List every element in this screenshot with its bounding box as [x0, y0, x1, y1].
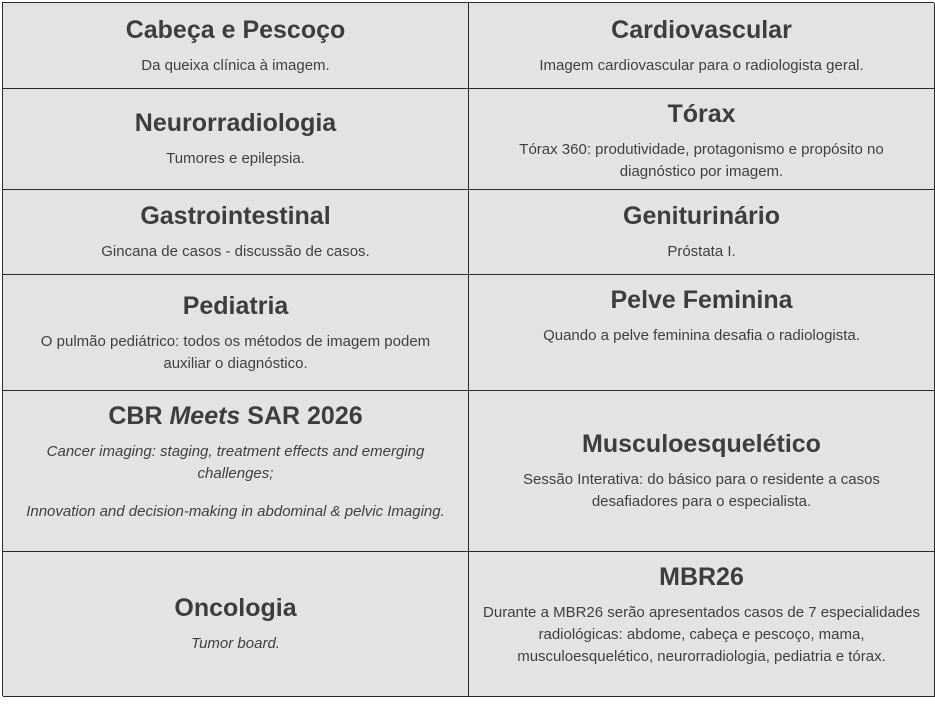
session-title: Neurorradiologia	[134, 109, 337, 137]
session-cell-cbr-meets-sar	[3, 391, 469, 552]
session-cell-geniturinario	[469, 190, 935, 275]
session-description: Innovation and decision-making in abdominal & pelvic Imaging.	[26, 503, 445, 520]
session-description: O pulmão pediátrico: todos os métodos de imagem podem auxiliar o diagnóstico.	[40, 332, 431, 372]
session-description: Cancer imaging: staging, treatment effects and emerging challenges;	[46, 443, 425, 482]
title-prefix: CBR	[108, 402, 170, 430]
session-title: Musculoesquelético	[582, 430, 821, 458]
session-cell-mbr26	[469, 552, 935, 697]
session-description: Próstata I.	[667, 243, 736, 260]
session-title	[108, 401, 362, 431]
session-cell-cardiovascular	[469, 3, 935, 89]
session-cell-pelve-feminina	[469, 275, 935, 391]
session-cell-oncologia	[3, 552, 469, 697]
session-title: MBR26	[659, 563, 744, 591]
session-cell-pediatria	[3, 275, 469, 391]
session-title: Pelve Feminina	[610, 286, 793, 314]
session-title: Oncologia	[174, 594, 297, 622]
session-title: Gastrointestinal	[140, 202, 331, 230]
session-title: Pediatria	[182, 291, 289, 320]
session-description: Quando a pelve feminina desafia o radiologista.	[543, 327, 860, 344]
session-description: Tumor board.	[191, 635, 280, 652]
session-cell-musculoesqueletico	[469, 391, 935, 552]
session-cell-neurorradiologia	[3, 89, 469, 190]
session-title: Cardiovascular	[611, 15, 792, 44]
sessions-table	[2, 2, 934, 696]
session-description: Sessão Interativa: do básico para o residente a casos desafiadores para o especialista.	[523, 471, 880, 510]
session-description: Durante a MBR26 serão apresentados casos de 7 especialidades radiológicas: abdome, cabeça e pescoço, mama, musculoesquelético, neurorradiologia, pediatria e tórax.	[483, 604, 920, 665]
session-title: Geniturinário	[623, 202, 780, 230]
session-description: Gincana de casos - discussão de casos.	[101, 243, 370, 260]
title-suffix: SAR 2026	[240, 402, 363, 430]
session-title: Cabeça e Pescoço	[125, 15, 346, 44]
session-description: Imagem cardiovascular para o radiologista geral.	[539, 56, 864, 74]
session-cell-gastrointestinal	[3, 190, 469, 275]
session-description: Tumores e epilepsia.	[166, 150, 305, 167]
title-emphasis: Meets	[169, 402, 241, 430]
session-description: Da queixa clínica à imagem.	[141, 56, 330, 74]
session-cell-torax	[469, 89, 935, 190]
session-title: Tórax	[667, 100, 736, 128]
session-description: Tórax 360: produtividade, protagonismo e propósito no diagnóstico por imagem.	[519, 141, 884, 180]
session-cell-cabeca-pescoco	[3, 3, 469, 89]
